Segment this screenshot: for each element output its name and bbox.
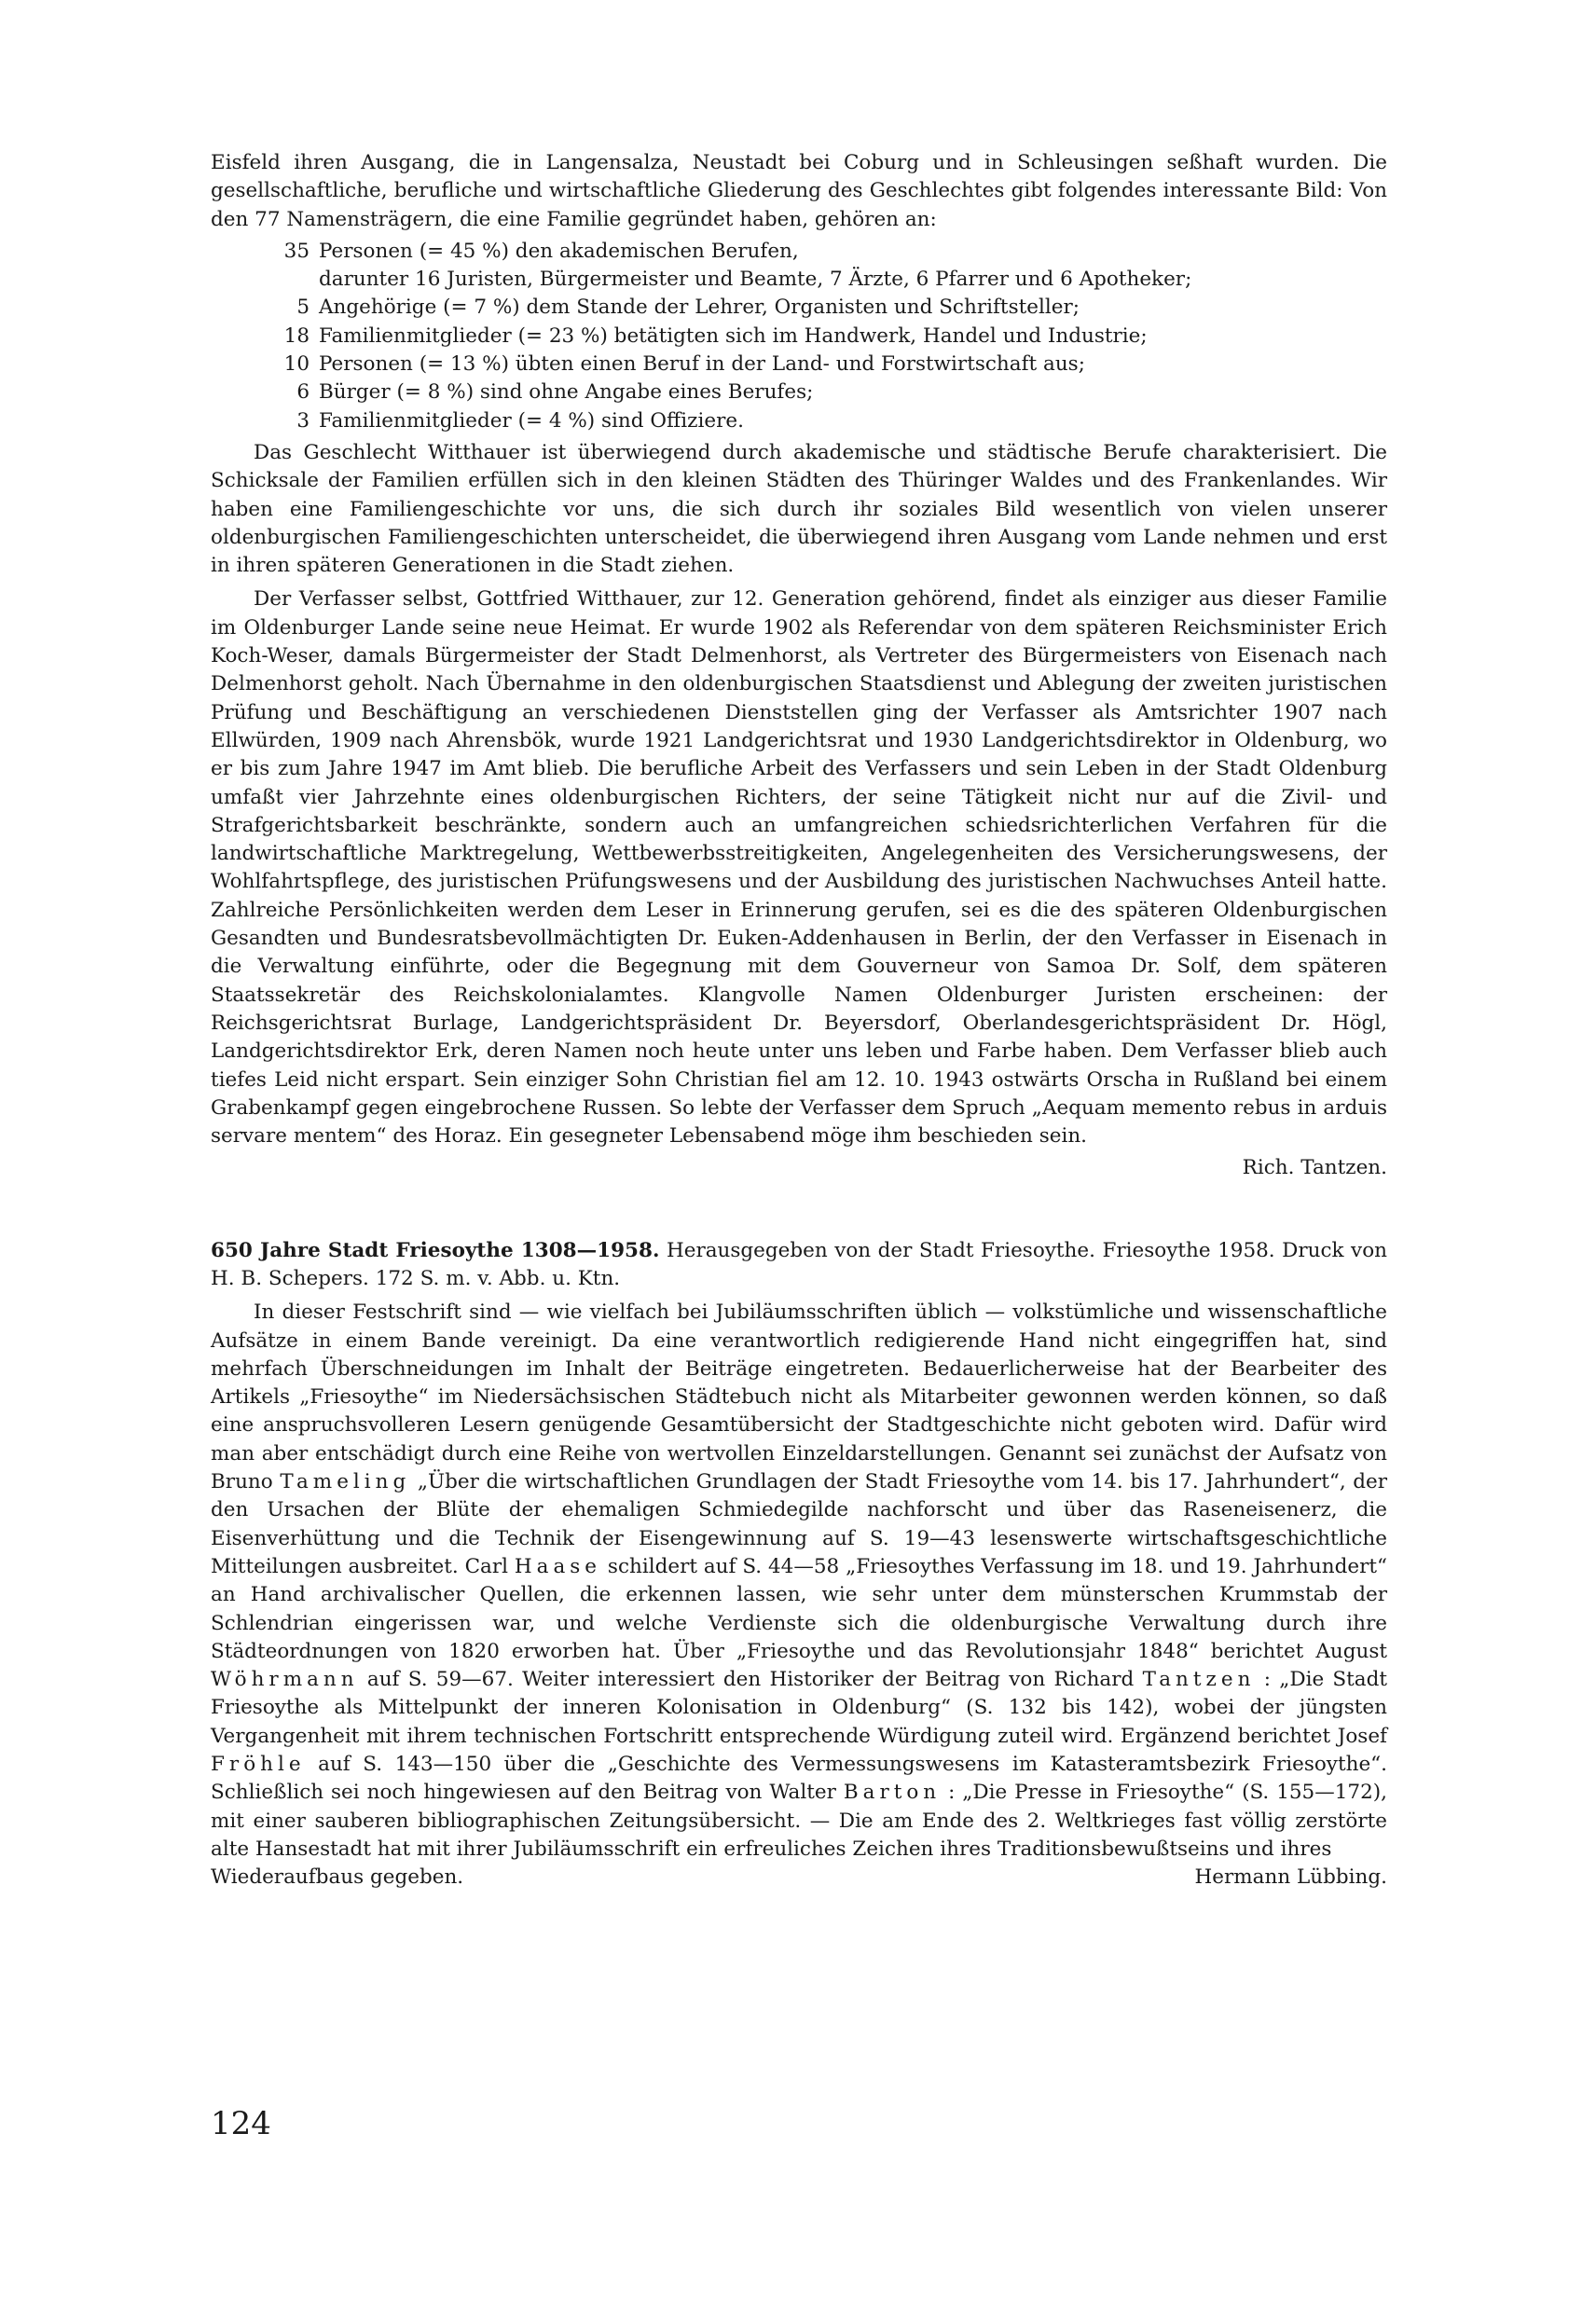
list-text: Angehörige (= 7 %) dem Stande der Lehrer, Organisten und Schriftsteller;	[319, 296, 1080, 320]
list-item	[276, 323, 1387, 351]
review-heading	[211, 1237, 1387, 1294]
list-text: darunter 16 Juristen, Bürgermeister und Beamte, 7 Ärzte, 6 Pfarrer und 6 Apotheker;	[319, 268, 1192, 292]
review-friesoythe	[211, 1237, 1387, 1892]
text-run: „Über die wirtschaftlichen Grundlagen der Stadt Friesoythe vom 14. bis 17. Jahrhundert“, der den Ursachen der Blüte der ehemaligen Schmiedegilde nachforscht und über das Raseneisenerz, die Eisenverhüttung und die Technik der Eisengewinnung auf S. 19—43 lesenswerte wirtschaftsgeschichtliche Mitteilungen ausbreitet. Carl	[211, 1470, 1387, 1578]
author-name: Fröhle	[211, 1753, 306, 1777]
closing-line	[211, 1864, 1387, 1892]
intro-paragraph: Eisfeld ihren Ausgang, die in Langensalza, Neustadt bei Coburg und in Schleusingen seßhaft wurden. Die gesellschaftliche, berufliche und wirtschaftliche Gliederung des Geschlechtes gibt folgendes interessante Bild: Von den 77 Namensträgern, die eine Familie gegründet haben, gehören an:	[211, 151, 1387, 231]
list-item	[276, 294, 1387, 322]
text-run: auf S. 59—67. Weiter interessiert den Historiker der Beitrag von Richard	[366, 1668, 1135, 1692]
text-run: Wiederaufbaus gegeben.	[211, 1865, 464, 1890]
reviewer-signature: Hermann Lübbing.	[1194, 1865, 1387, 1890]
review-witthauer	[211, 149, 1387, 1183]
list-number: 18	[283, 323, 310, 348]
author-name: Barton	[843, 1781, 942, 1805]
list-number: 35	[283, 239, 310, 263]
list-text: Familienmitglieder (= 4 %) sind Offiziere.	[319, 408, 744, 433]
book-meta: Herausgegeben von der Stadt Friesoythe. Friesoythe 1958. Druck von H. B. Schepers. 172 S. m. v. Abb. u. Ktn.	[211, 1238, 1387, 1290]
author-name: Tameling	[280, 1470, 411, 1494]
author-name: Tantzen	[1142, 1668, 1256, 1692]
list-number: 6	[296, 380, 310, 405]
list-item	[276, 351, 1387, 378]
body-paragraph	[211, 1299, 1387, 1864]
page-number: 124	[211, 2105, 271, 2142]
statistics-list	[276, 238, 1387, 435]
author-name: Haase	[514, 1554, 602, 1578]
text-run: : „Die Presse in Friesoythe“ (S. 155—172), mit einer sauberen bibliographischen Zeitungsübersicht. — Die am Ende des 2. Weltkrieges fast völlig zerstörte alte Hansestadt hat mit ihrer Jubiläumsschrift ein erfreuliches Zeichen ihres Traditionsbewußtseins und ihres	[211, 1781, 1387, 1861]
list-text: Familienmitglieder (= 23 %) betätigten sich im Handwerk, Handel und Industrie;	[319, 323, 1148, 348]
list-item	[276, 378, 1387, 406]
reviewer-signature: Rich. Tantzen.	[1242, 1156, 1387, 1180]
book-title: 650 Jahre Stadt Friesoythe 1308—1958.	[211, 1238, 660, 1262]
text-run: In dieser Festschrift sind — wie vielfach bei Jubiläumsschriften üblich — volkstümliche und wissenschaftliche Aufsätze in einem Bande vereinigt. Da eine verantwortlich redigierende Hand nicht eingegriffen hat, sind mehrfach Überschneidungen im Inhalt der Beiträge eingetreten. Bedauerlicherweise hat der Bearbeiter des Artikels „Friesoythe“ im Niedersächsischen Städtebuch nicht als Mitarbeiter gewonnen werden können, so daß eine anspruchsvolleren Lesern genügende Gesamtübersicht der Stadtgeschichte nicht geboten wird. Dafür wird man aber entschädigt durch eine Reihe von wertvollen Einzeldarstellungen. Genannt sei zunächst der Aufsatz von Bruno	[211, 1300, 1387, 1494]
body-paragraph: Der Verfasser selbst, Gottfried Witthauer, zur 12. Generation gehörend, findet als einziger aus dieser Familie im Oldenburger Lande seine neue Heimat. Er wurde 1902 als Referendar von dem späteren Reichsminister Erich Koch-Weser, damals Bürgermeister der Stadt Delmenhorst, als Vertreter des Bürgermeisters von Eisenach nach Delmenhorst geholt. Nach Übernahme in den oldenburgischen Staatsdienst und Ablegung der zweiten juristischen Prüfung und Beschäftigung an verschiedenen Dienststellen ging der Verfasser als Amtsrichter 1907 nach Ellwürden, 1909 nach Ahrensbök, wurde 1921 Landgerichtsrat und 1930 Landgerichtsdirektor in Oldenburg, wo er bis zum Jahre 1947 im Amt blieb. Die berufliche Arbeit des Verfassers und sein Leben in der Stadt Oldenburg umfaßt vier Jahrzehnte eines oldenburgischen Richters, der seine Tätigkeit nicht nur auf die Zivil- und Strafgerichtsbarkeit beschränkte, sondern auch an umfangreichen schiedsrichterlichen Verfahren für die landwirtschaftliche Marktregelung, Wettbewerbsstreitigkeiten, Angelegenheiten des Versicherungswesens, der Wohlfahrtspflege, des juristischen Prüfungswesens und der Ausbildung des juristischen Nachwuchses Anteil hatte. Zahlreiche Persönlichkeiten werden dem Leser in Erinnerung gerufen, sei es die des späteren Oldenburgischen Gesandten und Bundesratsbevollmächtigten Dr. Euken-Addenhausen in Berlin, der den Verfasser in Eisenach in die Verwaltung einführte, oder die Begegnung mit dem Gouverneur von Samoa Dr. Solf, dem späteren Staatssekretär des Reichskolonialamtes. Klangvolle Namen Oldenburger Juristen erscheinen: der Reichsgerichtsrat Burlage, Landgerichtspräsident Dr. Beyersdorf, Oberlandesgerichtspräsident Dr. Högl, Landgerichtsdirektor Erk, deren Namen noch heute unter uns leben und Farbe haben. Dem Verfasser blieb auch tiefes Leid nicht erspart. Sein einziger Sohn Christian fiel am 12. 10. 1943 ostwärts Orscha in Rußland bei einem Grabenkampf gegen eingebrochene Russen. So lebte der Verfasser dem Spruch „Aequam memento rebus in arduis servare mentem“ des Horaz. Ein gesegneter Lebensabend möge ihm beschieden sein.	[211, 587, 1387, 1149]
list-item	[276, 266, 1387, 294]
body-paragraph: Das Geschlecht Witthauer ist überwiegend durch akademische und städtische Berufe charakterisiert. Die Schicksale der Familien erfüllen sich in den kleinen Städten des Thüringer Waldes und des Frankenlandes. Wir haben eine Familiengeschichte vor uns, die sich durch ihr soziales Bild wesentlich von vielen unserer oldenburgischen Familiengeschichten unterscheidet, die überwiegend ihren Ausgang vom Lande nehmen und erst in ihren späteren Generationen in die Stadt ziehen.	[211, 440, 1387, 578]
text-run: schildert auf S. 44—58 „Friesoythes Verfassung im 18. und 19. Jahrhundert“ an Hand archivalischer Quellen, die erkennen lassen, wie sehr unter dem münsterschen Krummstab der Schlendrian eingerissen war, und welche Verdienste sich die oldenburgische Verwaltung durch ihre Städteordnungen von 1820 erworben hat. Über „Friesoythe und das Revolutionsjahr 1848“ berichtet August	[211, 1554, 1387, 1663]
list-number: 10	[283, 352, 310, 377]
list-item	[276, 238, 1387, 266]
list-item	[276, 407, 1387, 435]
page-content	[211, 149, 1387, 1892]
list-text: Bürger (= 8 %) sind ohne Angabe eines Berufes;	[319, 380, 814, 405]
list-number: 3	[296, 408, 310, 433]
list-number: 5	[296, 296, 310, 320]
list-text: Personen (= 13 %) übten einen Beruf in der Land- und Forstwirtschaft aus;	[319, 352, 1085, 377]
author-name: Wöhrmann	[211, 1668, 359, 1692]
text-run: : „Die Stadt Friesoythe als Mittelpunkt der inneren Kolonisation in Oldenburg“ (S. 132 bis 142), wobei der jüngsten Vergangenheit mit ihrem technischen Fortschritt entsprechende Würdigung zuteil wird. Ergänzend berichtet Josef	[211, 1668, 1388, 1748]
text-run: auf S. 143—150 über die „Geschichte des Vermessungswesens im Katasteramtsbezirk Friesoythe“. Schließlich sei noch hingewiesen auf den Beitrag von Walter	[211, 1753, 1387, 1805]
list-text: Personen (= 45 %) den akademischen Berufen,	[319, 239, 799, 263]
